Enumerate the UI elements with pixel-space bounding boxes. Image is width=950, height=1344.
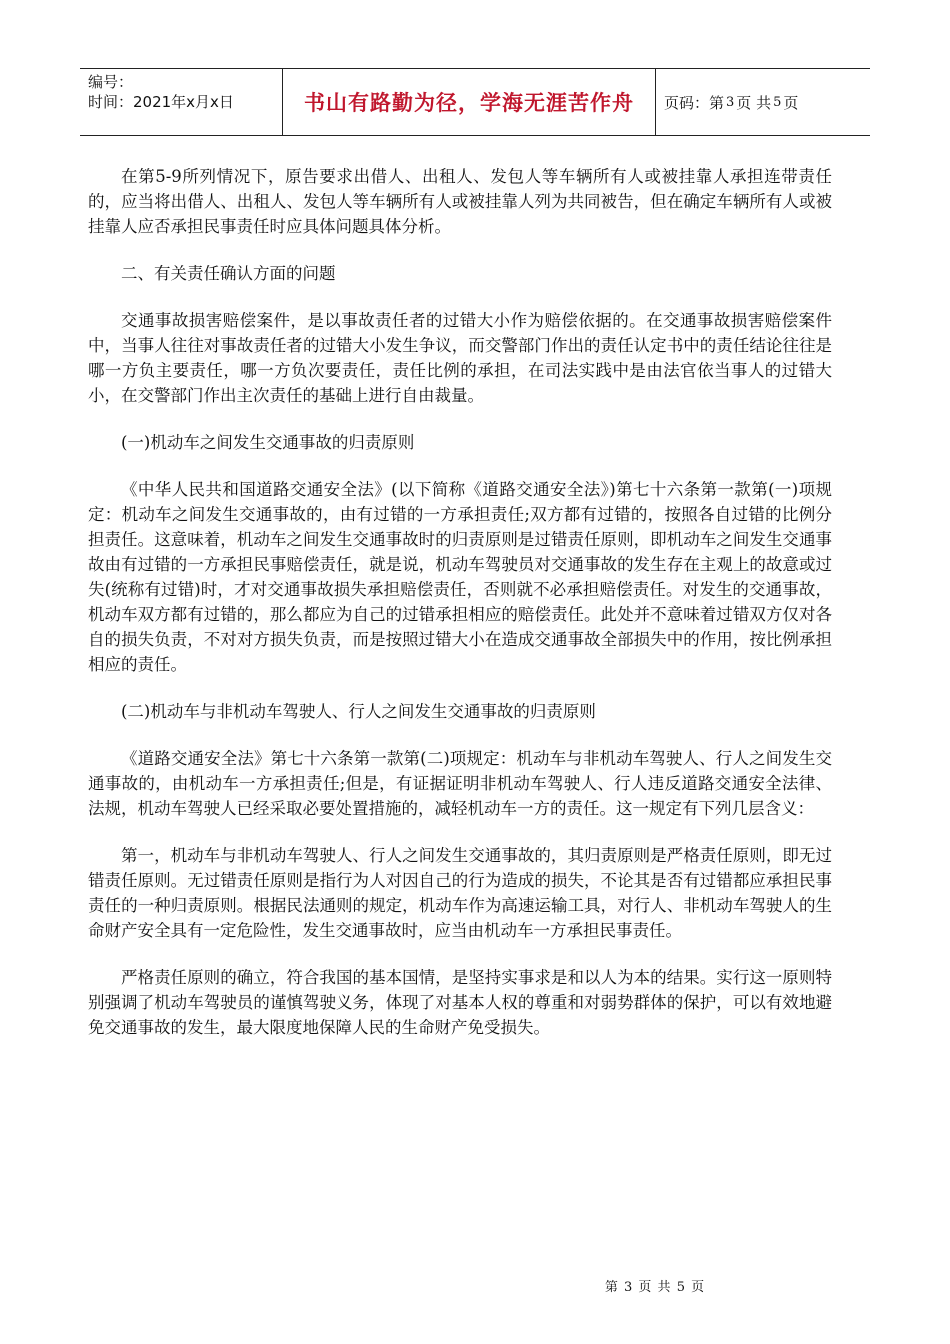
body-content bbox=[88, 164, 832, 1062]
paragraph: 《道路交通安全法》第七十六条第一款第(二)项规定：机动车与非机动车驾驶人、行人之间发生交通事故的，由机动车一方承担责任;但是，有证据证明非机动车驾驶人、行人违反道路交通安全法律、法规，机动车驾驶人已经采取必要处置措施的，减轻机动车一方的责任。这一规定有下列几层含义： bbox=[88, 749, 832, 818]
page-suffix: 页 bbox=[783, 93, 799, 112]
page-current: 3 bbox=[726, 94, 735, 110]
header-page-cell bbox=[656, 69, 870, 135]
paragraph: 在第5-9所列情况下，原告要求出借人、出租人、发包人等车辆所有人或被挂靠人承担连带责任的，应当将出借人、出租人、发包人等车辆所有人或被挂靠人列为共同被告，但在确定车辆所有人或被挂靠人应否承担民事责任时应具体问题具体分析。 bbox=[88, 167, 832, 236]
serial-label: 编号： bbox=[88, 73, 134, 91]
paragraph: 第一，机动车与非机动车驾驶人、行人之间发生交通事故的，其归责原则是严格责任原则，即无过错责任原则。无过错责任原则是指行为人对因自己的行为造成的损失，不论其是否有过错都应承担民事责任的一种归责原则。根据民法通则的规定，机动车作为高速运输工具，对行人、非机动车驾驶人的生命财产安全具有一定危险性，发生交通事故时，应当由机动车一方承担民事责任。 bbox=[88, 846, 832, 940]
motto-text: 书山有路勤为径，学海无涯苦作舟 bbox=[304, 91, 634, 115]
page-prefix: 页码：第 bbox=[664, 93, 725, 112]
section-heading: 二、有关责任确认方面的问题 bbox=[121, 264, 336, 283]
paragraph: 交通事故损害赔偿案件，是以事故责任者的过错大小作为赔偿依据的。在交通事故损害赔偿案件中，当事人往往对事故责任者的过错大小发生争议，而交警部门作出的责任认定书中的责任结论往往是哪一方负主要责任，哪一方负次要责任，责任比例的承担，在司法实践中是由法官依当事人的过错大小，在交警部门作出主次责任的基础上进行自由裁量。 bbox=[88, 311, 832, 405]
page-mid: 页 共 bbox=[736, 93, 772, 112]
header-motto-cell bbox=[283, 69, 656, 135]
subsection-heading: (二)机动车与非机动车驾驶人、行人之间发生交通事故的归责原则 bbox=[121, 702, 596, 721]
page-footer: 第 3 页 共 5 页 bbox=[604, 1280, 706, 1295]
page-total: 5 bbox=[773, 94, 782, 110]
header-meta-cell bbox=[80, 69, 283, 135]
subsection-heading: (一)机动车之间发生交通事故的归责原则 bbox=[121, 433, 415, 452]
header-table bbox=[80, 68, 870, 136]
paragraph: 《中华人民共和国道路交通安全法》(以下简称《道路交通安全法》)第七十六条第一款第(一)项规定：机动车之间发生交通事故的，由有过错的一方承担责任;双方都有过错的，按照各自过错的比例分担责任。这意味着，机动车之间发生交通事故时的归责原则是过错责任原则，即机动车之间发生交通事故由有过错的一方承担民事赔偿责任，就是说，机动车驾驶员对交通事故的发生存在主观上的故意或过失(统称有过错)时，才对交通事故损失承担赔偿责任，否则就不必承担赔偿责任。对发生的交通事故，机动车双方都有过错的，那么都应为自己的过错承担相应的赔偿责任。此处并不意味着过错双方仅对各自的损失负责，不对对方损失负责，而是按照过错大小在造成交通事故全部损失中的作用，按比例承担相应的责任。 bbox=[88, 480, 832, 674]
paragraph: 严格责任原则的确立，符合我国的基本国情，是坚持实事求是和以人为本的结果。实行这一原则特别强调了机动车驾驶员的谨慎驾驶义务，体现了对基本人权的尊重和对弱势群体的保护，可以有效地避免交通事故的发生，最大限度地保障人民的生命财产免受损失。 bbox=[88, 968, 832, 1037]
date-label: 时间：2021年x月x日 bbox=[88, 93, 234, 111]
